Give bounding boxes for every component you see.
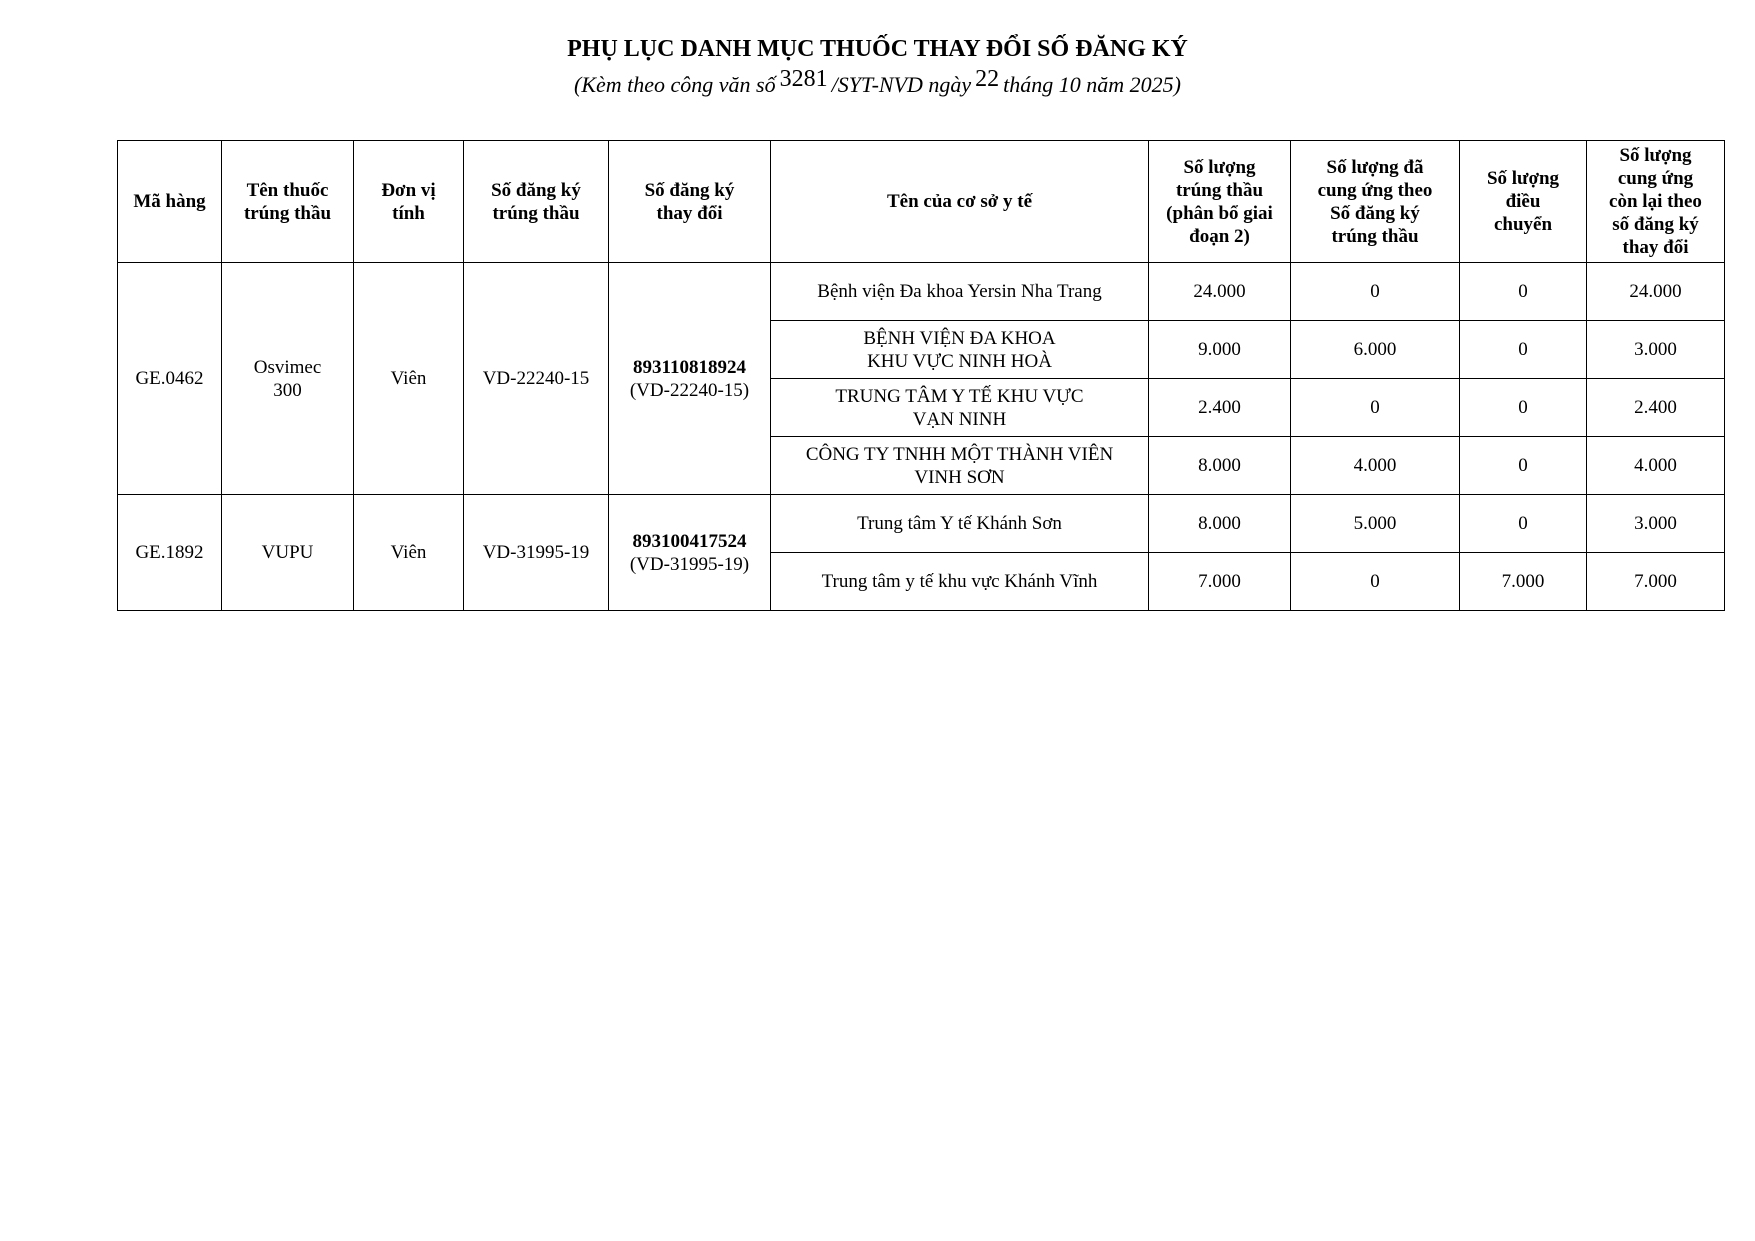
cell-co-so: BỆNH VIỆN ĐA KHOA KHU VỰC NINH HOÀ bbox=[771, 321, 1149, 379]
subtitle-prefix: (Kèm theo công văn số bbox=[574, 72, 776, 97]
dispatch-day: 22 bbox=[975, 66, 1000, 92]
cell-ma-hang: GE.0462 bbox=[118, 263, 222, 495]
cell-sl-trung-thau: 7.000 bbox=[1149, 553, 1291, 611]
header-ten-thuoc: Tên thuốc trúng thầu bbox=[222, 141, 354, 263]
cell-sl-trung-thau: 8.000 bbox=[1149, 495, 1291, 553]
cell-sl-da-cung-ung: 4.000 bbox=[1291, 437, 1460, 495]
subtitle-middle: /SYT-NVD ngày bbox=[831, 72, 972, 97]
cell-don-vi: Viên bbox=[354, 263, 464, 495]
old-registration-number: (VD-22240-15) bbox=[629, 379, 750, 401]
cell-co-so: Trung tâm Y tế Khánh Sơn bbox=[771, 495, 1149, 553]
cell-sl-trung-thau: 2.400 bbox=[1149, 379, 1291, 437]
cell-sl-dieu-chuyen: 0 bbox=[1460, 379, 1587, 437]
cell-sl-dieu-chuyen: 7.000 bbox=[1460, 553, 1587, 611]
dispatch-number: 3281 bbox=[779, 66, 828, 92]
cell-sl-con-lai: 4.000 bbox=[1587, 437, 1725, 495]
old-registration-number: (VD-31995-19) bbox=[629, 553, 750, 575]
cell-sl-da-cung-ung: 0 bbox=[1291, 263, 1460, 321]
cell-sl-trung-thau: 8.000 bbox=[1149, 437, 1291, 495]
header-sl-da-cung-ung: Số lượng đã cung ứng theo Số đăng ký trúng thầu bbox=[1291, 141, 1460, 263]
new-registration-number: 893100417524 bbox=[632, 530, 747, 552]
cell-sl-con-lai: 3.000 bbox=[1587, 321, 1725, 379]
cell-sl-con-lai: 2.400 bbox=[1587, 379, 1725, 437]
cell-sl-trung-thau: 9.000 bbox=[1149, 321, 1291, 379]
document-subtitle bbox=[0, 66, 1755, 99]
cell-sl-dieu-chuyen: 0 bbox=[1460, 495, 1587, 553]
subtitle-suffix: tháng 10 năm 2025) bbox=[1003, 72, 1181, 97]
cell-co-so: Trung tâm y tế khu vực Khánh Vĩnh bbox=[771, 553, 1149, 611]
cell-ma-hang: GE.1892 bbox=[118, 495, 222, 611]
header-sl-con-lai: Số lượng cung ứng còn lại theo số đăng ký thay đổi bbox=[1587, 141, 1725, 263]
table-row bbox=[118, 263, 1725, 321]
cell-ten-thuoc: VUPU bbox=[222, 495, 354, 611]
drug-registration-table bbox=[117, 140, 1725, 611]
header-don-vi: Đơn vị tính bbox=[354, 141, 464, 263]
cell-sl-da-cung-ung: 0 bbox=[1291, 379, 1460, 437]
cell-sdk-trung-thau: VD-31995-19 bbox=[464, 495, 609, 611]
cell-sdk-thay-doi bbox=[609, 495, 771, 611]
cell-sdk-trung-thau: VD-22240-15 bbox=[464, 263, 609, 495]
header-sl-trung-thau: Số lượng trúng thầu (phân bổ giai đoạn 2) bbox=[1149, 141, 1291, 263]
cell-sl-con-lai: 24.000 bbox=[1587, 263, 1725, 321]
cell-don-vi: Viên bbox=[354, 495, 464, 611]
cell-ten-thuoc: Osvimec 300 bbox=[222, 263, 354, 495]
cell-sl-con-lai: 7.000 bbox=[1587, 553, 1725, 611]
new-registration-number: 893110818924 bbox=[633, 356, 746, 378]
cell-sdk-thay-doi bbox=[609, 263, 771, 495]
cell-sl-dieu-chuyen: 0 bbox=[1460, 321, 1587, 379]
document-title: PHỤ LỤC DANH MỤC THUỐC THAY ĐỔI SỐ ĐĂNG KÝ bbox=[567, 36, 1188, 62]
cell-sl-con-lai: 3.000 bbox=[1587, 495, 1725, 553]
cell-co-so: TRUNG TÂM Y TẾ KHU VỰC VẠN NINH bbox=[771, 379, 1149, 437]
header-sl-dieu-chuyen: Số lượng điều chuyển bbox=[1460, 141, 1587, 263]
cell-sl-trung-thau: 24.000 bbox=[1149, 263, 1291, 321]
cell-sl-dieu-chuyen: 0 bbox=[1460, 263, 1587, 321]
header-sdk-thay-doi: Số đăng ký thay đổi bbox=[609, 141, 771, 263]
cell-sl-da-cung-ung: 0 bbox=[1291, 553, 1460, 611]
cell-co-so: Bệnh viện Đa khoa Yersin Nha Trang bbox=[771, 263, 1149, 321]
header-sdk-trung-thau: Số đăng ký trúng thầu bbox=[464, 141, 609, 263]
cell-co-so: CÔNG TY TNHH MỘT THÀNH VIÊN VINH SƠN bbox=[771, 437, 1149, 495]
header-ten-co-so: Tên của cơ sở y tế bbox=[771, 141, 1149, 263]
table-header-row bbox=[118, 141, 1725, 263]
header-ma-hang: Mã hàng bbox=[118, 141, 222, 263]
table-row bbox=[118, 495, 1725, 553]
cell-sl-dieu-chuyen: 0 bbox=[1460, 437, 1587, 495]
cell-sl-da-cung-ung: 5.000 bbox=[1291, 495, 1460, 553]
cell-sl-da-cung-ung: 6.000 bbox=[1291, 321, 1460, 379]
